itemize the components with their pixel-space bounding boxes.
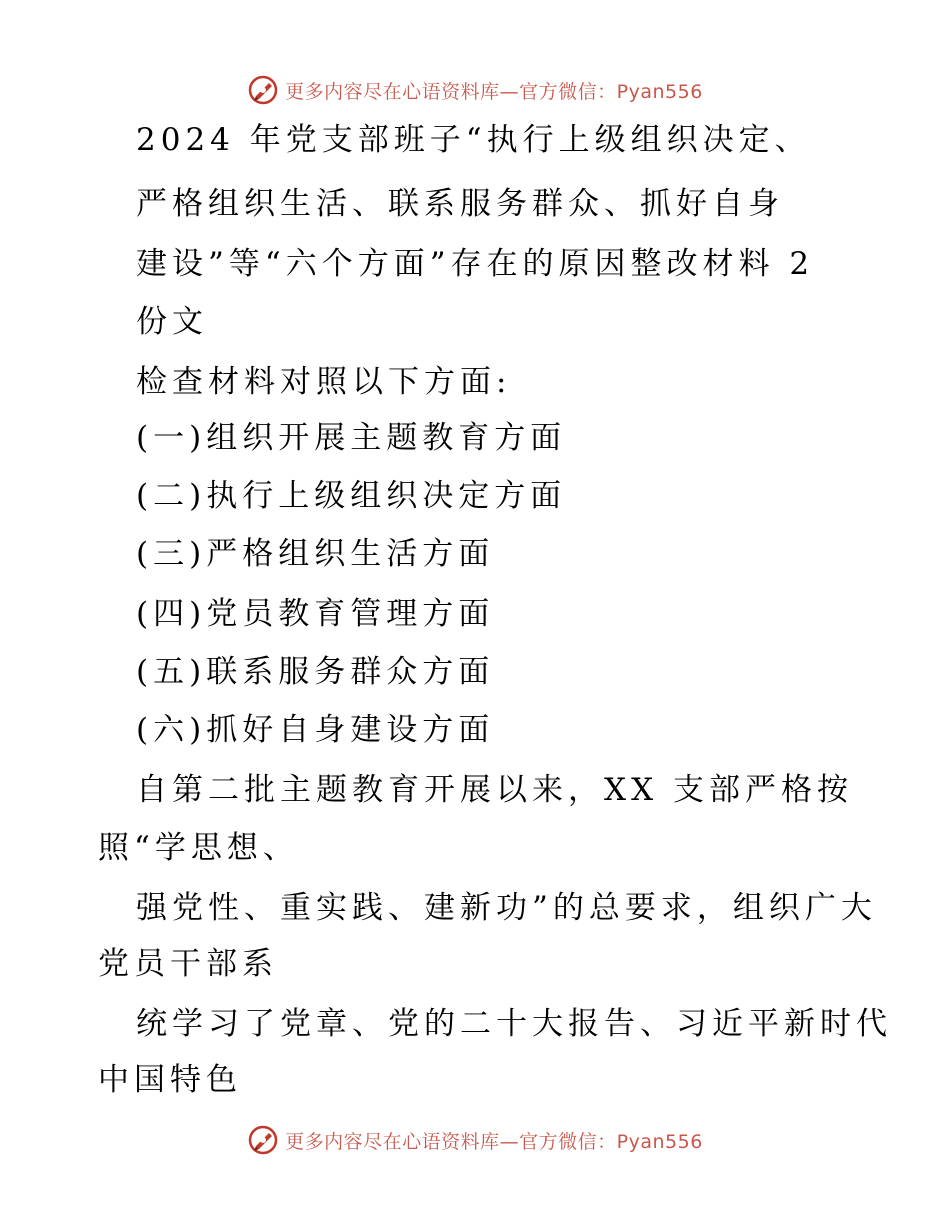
- list-item-1: (一)组织开展主题教育方面: [136, 420, 567, 456]
- title-line-4: 份文: [136, 304, 208, 340]
- title-line-3: 建设”等“六个方面”存在的原因整改材料 2: [136, 246, 815, 282]
- intro-line: 检查材料对照以下方面:: [136, 364, 512, 400]
- title-line-2: 严格组织生活、联系服务群众、抓好自身: [136, 186, 784, 222]
- body-line-4: 党员干部系: [98, 946, 278, 982]
- list-item-5: (五)联系服务群众方面: [136, 654, 495, 690]
- list-item-6: (六)抓好自身建设方面: [136, 712, 495, 748]
- body-line-1: 自第二批主题教育开展以来，XX 支部严格按: [136, 772, 853, 808]
- title-line-1: 2024 年党支部班子“执行上级组织决定、: [136, 122, 811, 158]
- footer-watermark: [0, 1122, 950, 1158]
- body-line-6: 中国特色: [98, 1062, 242, 1098]
- list-item-4: (四)党员教育管理方面: [136, 596, 495, 632]
- list-item-2: (二)执行上级组织决定方面: [136, 478, 567, 514]
- watermark-text: 更多内容尽在心语资料库—官方微信：Pyan556: [285, 1130, 703, 1153]
- body-line-2: 照“学思想、: [98, 830, 299, 866]
- pen-logo-icon: [247, 74, 279, 106]
- list-item-3: (三)严格组织生活方面: [136, 536, 495, 572]
- pen-logo-icon: [247, 1124, 279, 1156]
- body-line-5: 统学习了党章、党的二十大报告、习近平新时代: [136, 1006, 892, 1042]
- watermark-text: 更多内容尽在心语资料库—官方微信：Pyan556: [285, 80, 703, 103]
- header-watermark: [0, 72, 950, 108]
- body-line-3: 强党性、重实践、建新功”的总要求，组织广大: [136, 890, 877, 926]
